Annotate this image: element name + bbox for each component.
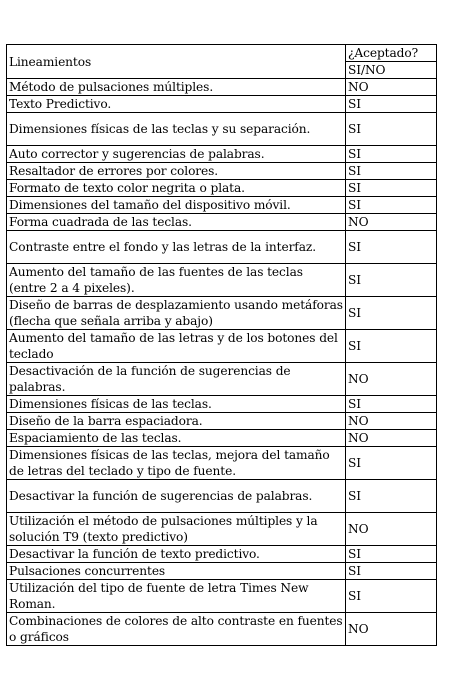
accepted-value: SI <box>346 146 437 163</box>
accepted-value: NO <box>346 613 437 646</box>
table-row <box>7 214 437 231</box>
header-accepted: ¿Aceptado? <box>346 45 437 62</box>
guideline-text: Auto corrector y sugerencias de palabras. <box>7 146 346 163</box>
guideline-text: Desactivar la función de sugerencias de palabras. <box>7 480 346 513</box>
table-row <box>7 413 437 430</box>
table-row <box>7 363 437 396</box>
accepted-value: SI <box>346 197 437 214</box>
table-body <box>7 45 437 646</box>
table-row <box>7 447 437 480</box>
accepted-value: SI <box>346 480 437 513</box>
guideline-text: Desactivación de la función de sugerencias de palabras. <box>7 363 346 396</box>
table-row <box>7 79 437 96</box>
accepted-value: SI <box>346 447 437 480</box>
table-row <box>7 513 437 546</box>
accepted-value: SI <box>346 546 437 563</box>
guideline-text: Utilización el método de pulsaciones múltiples y la solución T9 (texto predictivo) <box>7 513 346 546</box>
accepted-value: SI <box>346 180 437 197</box>
guideline-text: Método de pulsaciones múltiples. <box>7 79 346 96</box>
guideline-text: Forma cuadrada de las teclas. <box>7 214 346 231</box>
accepted-value: NO <box>346 513 437 546</box>
table-row <box>7 396 437 413</box>
table-row <box>7 580 437 613</box>
accepted-value: SI <box>346 96 437 113</box>
table-row <box>7 480 437 513</box>
guideline-text: Diseño de la barra espaciadora. <box>7 413 346 430</box>
guideline-text: Aumento del tamaño de las fuentes de las teclas (entre 2 a 4 pixeles). <box>7 264 346 297</box>
header-row <box>7 45 437 62</box>
accepted-value: SI <box>346 163 437 180</box>
table-row <box>7 264 437 297</box>
table-row <box>7 613 437 646</box>
accepted-value: SI <box>346 396 437 413</box>
guideline-text: Espaciamiento de las teclas. <box>7 430 346 447</box>
guideline-text: Dimensiones del tamaño del dispositivo móvil. <box>7 197 346 214</box>
header-si-no: SI/NO <box>346 62 437 79</box>
table-row <box>7 96 437 113</box>
accepted-value: NO <box>346 79 437 96</box>
accepted-value: NO <box>346 363 437 396</box>
table-row <box>7 197 437 214</box>
table-row <box>7 430 437 447</box>
accepted-value: SI <box>346 113 437 146</box>
guidelines-table <box>6 44 437 646</box>
accepted-value: SI <box>346 231 437 264</box>
accepted-value: NO <box>346 413 437 430</box>
table-row <box>7 180 437 197</box>
table-row <box>7 546 437 563</box>
guideline-text: Aumento del tamaño de las letras y de los botones del teclado <box>7 330 346 363</box>
guideline-text: Resaltador de errores por colores. <box>7 163 346 180</box>
accepted-value: SI <box>346 330 437 363</box>
guideline-text: Contraste entre el fondo y las letras de la interfaz. <box>7 231 346 264</box>
guideline-text: Utilización del tipo de fuente de letra Times New Roman. <box>7 580 346 613</box>
table-row <box>7 330 437 363</box>
guideline-text: Dimensiones físicas de las teclas y su separación. <box>7 113 346 146</box>
table-row <box>7 146 437 163</box>
accepted-value: SI <box>346 580 437 613</box>
guideline-text: Diseño de barras de desplazamiento usando metáforas (flecha que señala arriba y abajo) <box>7 297 346 330</box>
accepted-value: SI <box>346 264 437 297</box>
accepted-value: SI <box>346 563 437 580</box>
accepted-value: SI <box>346 297 437 330</box>
accepted-value: NO <box>346 214 437 231</box>
table-row <box>7 163 437 180</box>
table-row <box>7 231 437 264</box>
guideline-text: Desactivar la función de texto predictivo. <box>7 546 346 563</box>
table-row <box>7 563 437 580</box>
guideline-text: Combinaciones de colores de alto contraste en fuentes o gráficos <box>7 613 346 646</box>
table-row <box>7 113 437 146</box>
guideline-text: Pulsaciones concurrentes <box>7 563 346 580</box>
guideline-text: Texto Predictivo. <box>7 96 346 113</box>
header-guidelines: Lineamientos <box>7 45 346 79</box>
table-row <box>7 297 437 330</box>
accepted-value: NO <box>346 430 437 447</box>
guideline-text: Dimensiones físicas de las teclas. <box>7 396 346 413</box>
guideline-text: Dimensiones físicas de las teclas, mejora del tamaño de letras del teclado y tipo de fuente. <box>7 447 346 480</box>
guideline-text: Formato de texto color negrita o plata. <box>7 180 346 197</box>
